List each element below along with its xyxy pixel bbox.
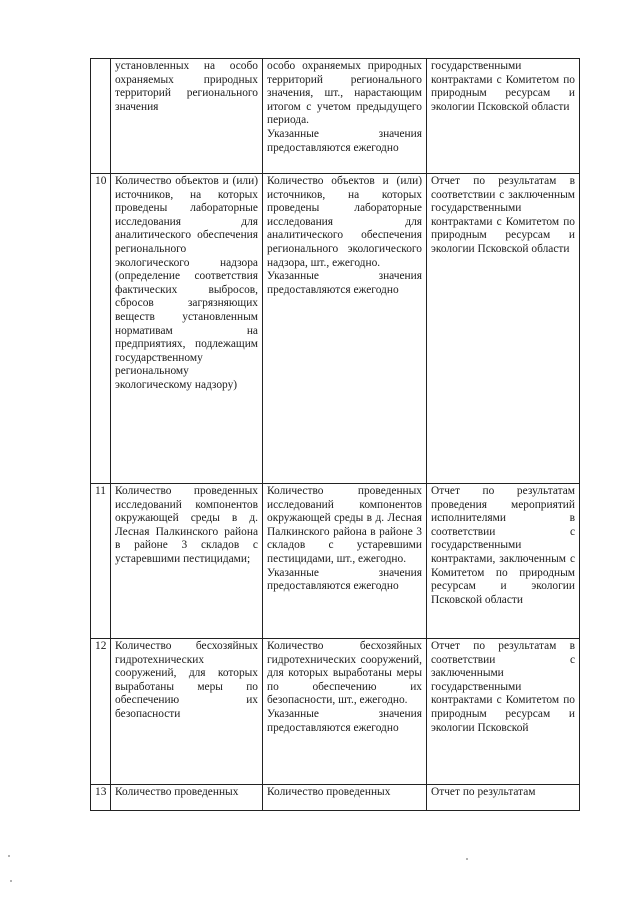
- data-source: Отчет по результатам в соответствии с заключенным государственными контрактами с Комитетом по природным ресурсам и экологии Псковской области: [431, 175, 578, 255]
- calculation-method-cell: [263, 59, 427, 174]
- calculation-method-cell: [263, 484, 427, 639]
- indicators-table: [90, 58, 580, 811]
- calculation-method: Количество проведенных исследований компонентов окружающей среды в д. Лесная Палкинского района в районе 3 складов с устаревшими пестицидами, шт., ежегодно. Указанные значения предоставляются ежегодно: [267, 485, 422, 593]
- calculation-method: Количество проведенных: [267, 786, 391, 798]
- indicator-name: Количество проведенных: [115, 786, 239, 798]
- table-row: [91, 785, 580, 811]
- data-source-cell: [427, 785, 580, 811]
- table-row: [91, 639, 580, 785]
- row-number: 13: [91, 785, 111, 811]
- scan-speck: [10, 880, 12, 882]
- table-row: [91, 59, 580, 174]
- data-source-cell: [427, 639, 580, 785]
- scan-speck: [466, 858, 468, 860]
- data-source: государственными контрактами с Комитетом по природным ресурсам и экологии Псковской области: [431, 60, 578, 113]
- row-number: 11: [91, 484, 111, 639]
- calculation-method: Количество объектов и (или) источников, на которых проведены лабораторные исследования для аналитического обеспечения регионального экологического надзора, шт., ежегодно. Указанные значения предоставляются ежегодно: [267, 175, 422, 296]
- indicator-name: установленных на особо охраняемых природных территорий регионального значения: [115, 60, 261, 113]
- indicator-name-cell: [111, 174, 263, 484]
- scan-speck: [8, 855, 10, 857]
- data-source-cell: [427, 484, 580, 639]
- indicator-name: Количество объектов и (или) источников, на которых проведены лабораторные исследования для аналитического обеспечения регионального экологического надзора (определение соответствия фактических выбросов, сбросов загрязняющих веществ установленным нормативам на предприятиях, подлежащим государственному региональному экологическому надзору): [115, 175, 261, 391]
- indicator-name-cell: [111, 639, 263, 785]
- data-source: Отчет по результатам в соответствии с заключенными государственными контрактами с Комитетом по природным ресурсам и экологии Псковской: [431, 640, 578, 734]
- data-source: Отчет по результатам проведения мероприятий исполнителями в соответствии с государственными контрактами, заключенным с Комитетом по природным ресурсам и экологии Псковской области: [431, 485, 578, 606]
- data-source-cell: [427, 59, 580, 174]
- calculation-method-cell: [263, 785, 427, 811]
- indicator-name: Количество бесхозяйных гидротехнических сооружений, для которых выработаны меры по обеспечению их безопасности: [115, 640, 261, 720]
- calculation-method: Количество бесхозяйных гидротехнических сооружений, для которых выработаны меры по обеспечению их безопасности, шт., ежегодно. Указанные значения предоставляются ежегодно: [267, 640, 422, 734]
- table-row: [91, 174, 580, 484]
- table-row: [91, 484, 580, 639]
- data-source: Отчет по результатам: [431, 786, 536, 798]
- row-number: 12: [91, 639, 111, 785]
- indicator-name: Количество проведенных исследований компонентов окружающей среды в д. Лесная Палкинского района в районе 3 складов с устаревшими пестицидами;: [115, 485, 261, 565]
- calculation-method: особо охраняемых природных территорий регионального значения, шт., нарастающим итогом с учетом предыдущего периода. Указанные значения предоставляются ежегодно: [267, 60, 422, 154]
- calculation-method-cell: [263, 639, 427, 785]
- indicator-name-cell: [111, 484, 263, 639]
- calculation-method-cell: [263, 174, 427, 484]
- data-source-cell: [427, 174, 580, 484]
- row-number: 10: [91, 174, 111, 484]
- indicator-name-cell: [111, 785, 263, 811]
- indicator-name-cell: [111, 59, 263, 174]
- row-number: [91, 59, 111, 174]
